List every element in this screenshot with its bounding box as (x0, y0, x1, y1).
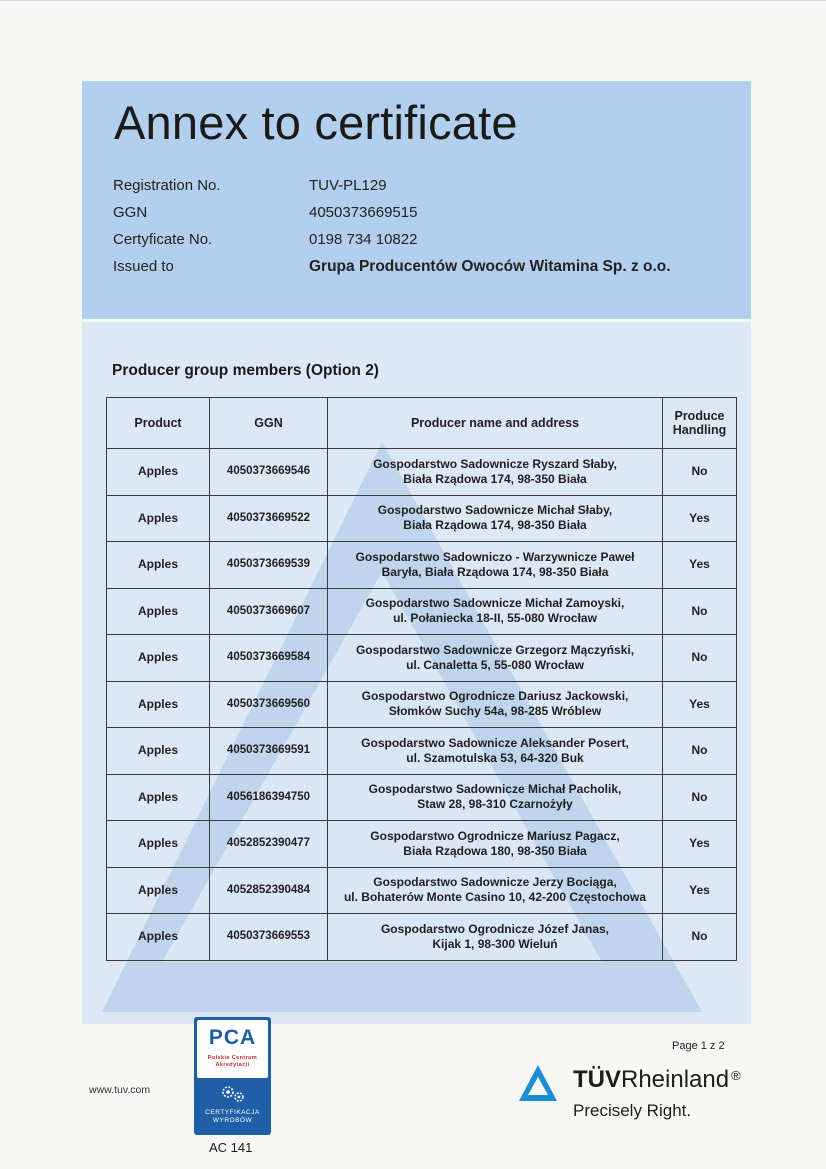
handling-cell: No (663, 449, 737, 496)
section-title: Producer group members (Option 2) (112, 362, 379, 379)
ggn-cell: 4050373669522 (210, 495, 328, 542)
tuv-brand-regular: Rheinland (621, 1066, 730, 1093)
handling-cell: No (663, 914, 737, 961)
producer-cell (328, 821, 663, 868)
producer-name: Gospodarstwo Ogrodnicze Józef Janas, (380, 921, 610, 936)
product-cell: Apples (107, 867, 210, 914)
producer-name: Gospodarstwo Sadownicze Aleksander Posert, (361, 735, 629, 750)
registered-mark: ® (731, 1068, 741, 1083)
certificate-label: Certyficate No. (113, 231, 213, 248)
pca-logo: PCA (208, 1026, 257, 1049)
producer-name: Gospodarstwo Sadownicze Ryszard Słaby, (373, 456, 617, 471)
producer-cell (328, 635, 663, 682)
producer-name: Gospodarstwo Ogrodnicze Mariusz Pagacz, (370, 828, 620, 843)
pca-name-line1: Polskie Centrum (207, 1055, 258, 1061)
producer-name: Gospodarstwo Sadownicze Michał Słaby, (377, 503, 613, 518)
producer-address: ul. Szamotulska 53, 64-320 Buk (406, 750, 584, 765)
document-title: Annex to certificate (114, 96, 518, 149)
product-cell: Apples (107, 681, 210, 728)
producer-address: Biała Rządowa 180, 98-350 Biała (403, 843, 587, 858)
producer-address: Słomków Suchy 54a, 98-285 Wróblew (388, 704, 602, 719)
ggn-cell: 4050373669591 (210, 728, 328, 775)
ggn-value: 4050373669515 (309, 204, 418, 221)
table-row (107, 635, 737, 682)
table-row (107, 728, 737, 775)
tuv-slogan: Precisely Right. (573, 1101, 692, 1120)
ggn-cell: 4052852390484 (210, 867, 328, 914)
issued-to-label: Issued to (113, 258, 174, 275)
table-row (107, 542, 737, 589)
producer-cell (328, 728, 663, 775)
header-ggn: GGN (210, 398, 328, 449)
handling-cell: Yes (663, 681, 737, 728)
pca-name (197, 1055, 268, 1069)
product-cell: Apples (107, 635, 210, 682)
handling-cell: No (663, 588, 737, 635)
product-cell: Apples (107, 588, 210, 635)
pca-certification-text (194, 1109, 271, 1125)
table-row (107, 588, 737, 635)
pca-cert-line1: CERTYFIKACJA (205, 1109, 260, 1116)
handling-cell: Yes (663, 542, 737, 589)
table-header-row (107, 398, 737, 449)
product-cell: Apples (107, 821, 210, 868)
members-table (106, 397, 737, 961)
header-product: Product (107, 398, 210, 449)
product-cell: Apples (107, 774, 210, 821)
header-producer: Producer name and address (328, 398, 663, 449)
ggn-cell: 4050373669546 (210, 449, 328, 496)
table-row (107, 774, 737, 821)
producer-address: Biała Rządowa 174, 98-350 Biała (403, 471, 587, 486)
producer-address: ul. Bohaterów Monte Casino 10, 42-200 Częstochowa (343, 890, 647, 905)
registration-value: TUV-PL129 (309, 177, 387, 194)
tuv-triangle-logo-icon (518, 1063, 558, 1103)
handling-cell: No (663, 635, 737, 682)
producer-cell (328, 449, 663, 496)
website-link[interactable]: www.tuv.com (89, 1084, 151, 1096)
producer-cell (328, 914, 663, 961)
product-cell: Apples (107, 495, 210, 542)
producer-cell (328, 542, 663, 589)
producer-name: Gospodarstwo Sadownicze Michał Pacholik, (368, 782, 622, 797)
producer-address: Staw 28, 98-310 Czarnożyły (417, 797, 573, 812)
handling-cell: Yes (663, 495, 737, 542)
producer-name: Gospodarstwo Sadownicze Jerzy Bociąga, (373, 875, 617, 890)
accreditation-code: AC 141 (209, 1140, 253, 1155)
producer-address: Kijak 1, 98-300 Wieluń (432, 936, 558, 951)
registration-label: Registration No. (113, 177, 221, 194)
ggn-cell: 4050373669553 (210, 914, 328, 961)
pca-accreditation-badge (194, 1017, 271, 1135)
table-row (107, 867, 737, 914)
product-cell: Apples (107, 914, 210, 961)
producer-cell (328, 867, 663, 914)
table-row (107, 449, 737, 496)
producer-address: ul. Canaletta 5, 55-080 Wrocław (406, 657, 584, 672)
header-handling-line2: Handling (672, 423, 727, 437)
gears-icon (218, 1083, 248, 1105)
producer-name: Gospodarstwo Sadowniczo - Warzywnicze Paweł (355, 549, 635, 564)
producer-cell (328, 495, 663, 542)
tuv-brand-name (573, 1066, 741, 1094)
ggn-cell: 4050373669584 (210, 635, 328, 682)
ggn-label: GGN (113, 204, 148, 221)
page-number: Page 1 z 2 (672, 1040, 725, 1052)
header-handling-line1: Produce (674, 409, 725, 423)
ggn-cell: 4052852390477 (210, 821, 328, 868)
producer-address: Biała Rządowa 174, 98-350 Biała (403, 518, 587, 533)
handling-cell: Yes (663, 867, 737, 914)
handling-cell: No (663, 774, 737, 821)
product-cell: Apples (107, 542, 210, 589)
producer-address: ul. Połaniecka 18-II, 55-080 Wrocław (393, 611, 597, 626)
ggn-cell: 4050373669539 (210, 542, 328, 589)
ggn-cell: 4050373669560 (210, 681, 328, 728)
table-row (107, 821, 737, 868)
certificate-value: 0198 734 10822 (309, 231, 418, 248)
table-row (107, 495, 737, 542)
tuv-brand-bold: TÜV (573, 1066, 621, 1093)
product-cell: Apples (107, 728, 210, 775)
producer-cell (328, 681, 663, 728)
table-row (107, 681, 737, 728)
handling-cell: No (663, 728, 737, 775)
header-handling (663, 398, 737, 449)
issued-to-value: Grupa Producentów Owoców Witamina Sp. z o.o. (309, 258, 671, 275)
producer-name: Gospodarstwo Sadownicze Grzegorz Mączyński, (355, 642, 635, 657)
producer-cell (328, 588, 663, 635)
table-row (107, 914, 737, 961)
producer-name: Gospodarstwo Sadownicze Michał Zamoyski, (365, 596, 625, 611)
pca-cert-line2: WYROBÓW (212, 1117, 253, 1124)
product-cell: Apples (107, 449, 210, 496)
handling-cell: Yes (663, 821, 737, 868)
pca-name-line2: Akredytacji (215, 1062, 250, 1068)
producer-name: Gospodarstwo Ogrodnicze Dariusz Jackowski, (361, 689, 629, 704)
pca-badge-top (197, 1020, 268, 1078)
producer-address: Baryła, Biała Rządowa 174, 98-350 Biała (381, 564, 609, 579)
ggn-cell: 4050373669607 (210, 588, 328, 635)
producer-cell (328, 774, 663, 821)
ggn-cell: 4056186394750 (210, 774, 328, 821)
